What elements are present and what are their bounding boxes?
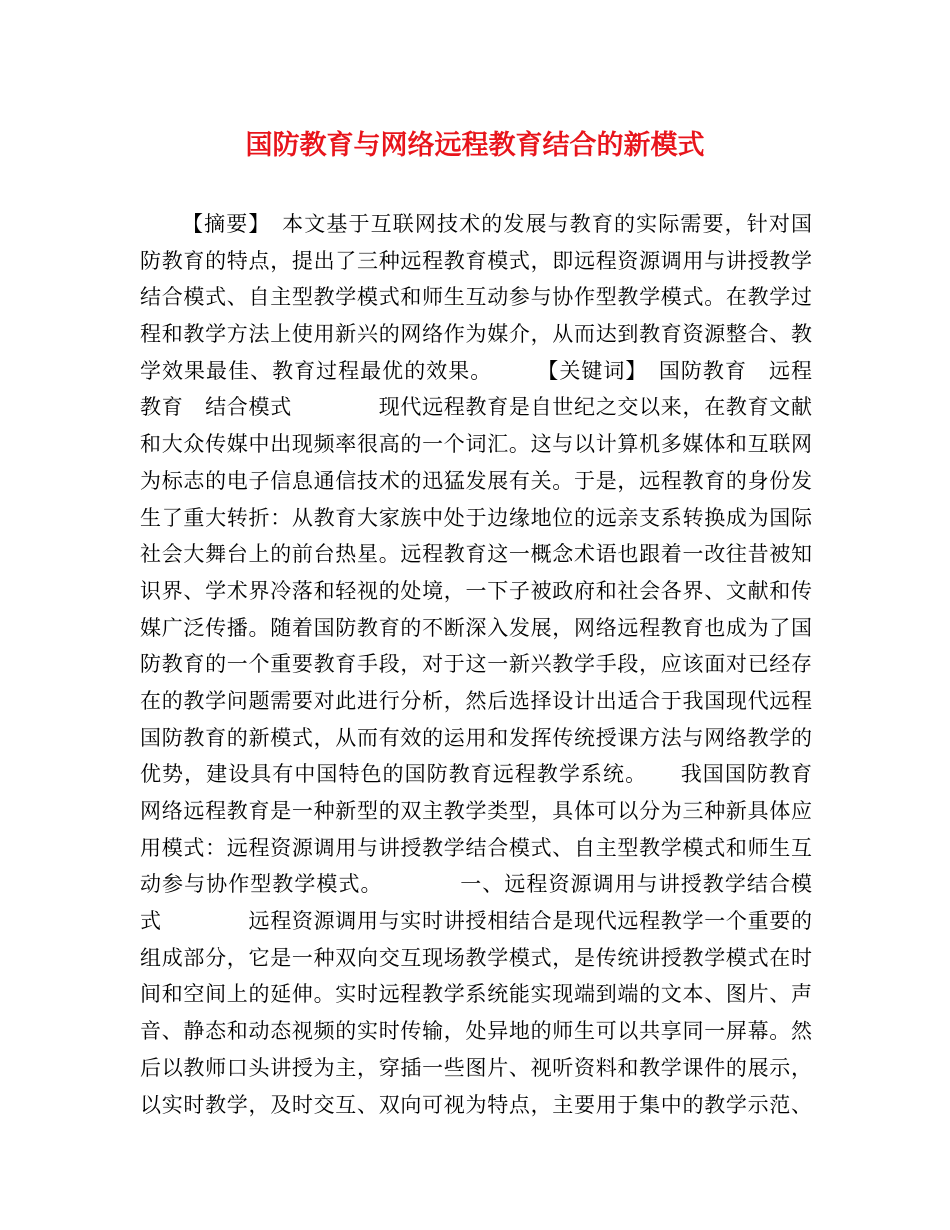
text-line: 网络远程教育是一种新型的双主教学类型，具体可以分为三种新具体应 xyxy=(140,799,812,823)
text-line: 式 远程资源调用与实时讲授相结合是现代远程教学一个重要的 xyxy=(140,909,812,934)
text-line: 学效果最佳、教育过程最优的效果。 【关键词】 国防教育 远程 xyxy=(140,358,812,383)
document-body xyxy=(140,206,812,1123)
text-line: 动参与协作型教学模式。 一、远程资源调用与讲授教学结合模 xyxy=(140,872,812,897)
text-line: 间和空间上的延伸。实时远程教学系统能实现端到端的文本、图片、声 xyxy=(140,982,812,1007)
text-line: 以实时教学，及时交互、双向可视为特点，主要用于集中的教学示范、 xyxy=(140,1092,812,1117)
text-line: 在的教学问题需要对此进行分析，然后选择设计出适合于我国现代远程 xyxy=(140,688,812,713)
text-line: 防教育的特点，提出了三种远程教育模式，即远程资源调用与讲授教学 xyxy=(140,248,812,273)
text-line: 程和教学方法上使用新兴的网络作为媒介，从而达到教育资源整合、教 xyxy=(140,322,812,347)
text-line: 国防教育的新模式，从而有效的运用和发挥传统授课方法与网络教学的 xyxy=(140,725,812,750)
text-line: 媒广泛传播。随着国防教育的不断深入发展，网络远程教育也成为了国 xyxy=(140,615,812,640)
text-line: 教育 结合模式 现代远程教育是自世纪之交以来，在教育文献 xyxy=(140,395,812,420)
text-line: 生了重大转折：从教育大家族中处于边缘地位的远亲支系转换成为国际 xyxy=(140,505,812,530)
text-line: 用模式：远程资源调用与讲授教学结合模式、自主型教学模式和师生互 xyxy=(140,835,812,860)
text-line: 为标志的电子信息通信技术的迅猛发展有关。于是，远程教育的身份发 xyxy=(140,468,812,493)
text-line: 音、静态和动态视频的实时传输，处异地的师生可以共享同一屏幕。然 xyxy=(140,1019,812,1044)
text-line: 和大众传媒中出现频率很高的一个词汇。这与以计算机多媒体和互联网 xyxy=(140,432,812,457)
document-title: 国防教育与网络远程教育结合的新模式 xyxy=(245,130,705,161)
text-line: 组成部分，它是一种双向交互现场教学模式，是传统讲授教学模式在时 xyxy=(140,945,812,970)
text-line: 防教育的一个重要教育手段，对于这一新兴教学手段，应该面对已经存 xyxy=(140,652,812,677)
text-line: 后以教师口头讲授为主，穿插一些图片、视听资料和教学课件的展示， xyxy=(140,1055,812,1080)
text-line: 识界、学术界冷落和轻视的处境，一下子被政府和社会各界、文献和传 xyxy=(140,578,812,603)
text-line: 【摘要】 本文基于互联网技术的发展与教育的实际需要，针对国 xyxy=(182,212,812,236)
text-line: 优势，建设具有中国特色的国防教育远程教学系统。 我国国防教育 xyxy=(140,762,812,787)
text-line: 社会大舞台上的前台热星。远程教育这一概念术语也跟着一改往昔被知 xyxy=(140,542,812,567)
text-line: 结合模式、自主型教学模式和师生互动参与协作型教学模式。在教学过 xyxy=(140,285,812,310)
